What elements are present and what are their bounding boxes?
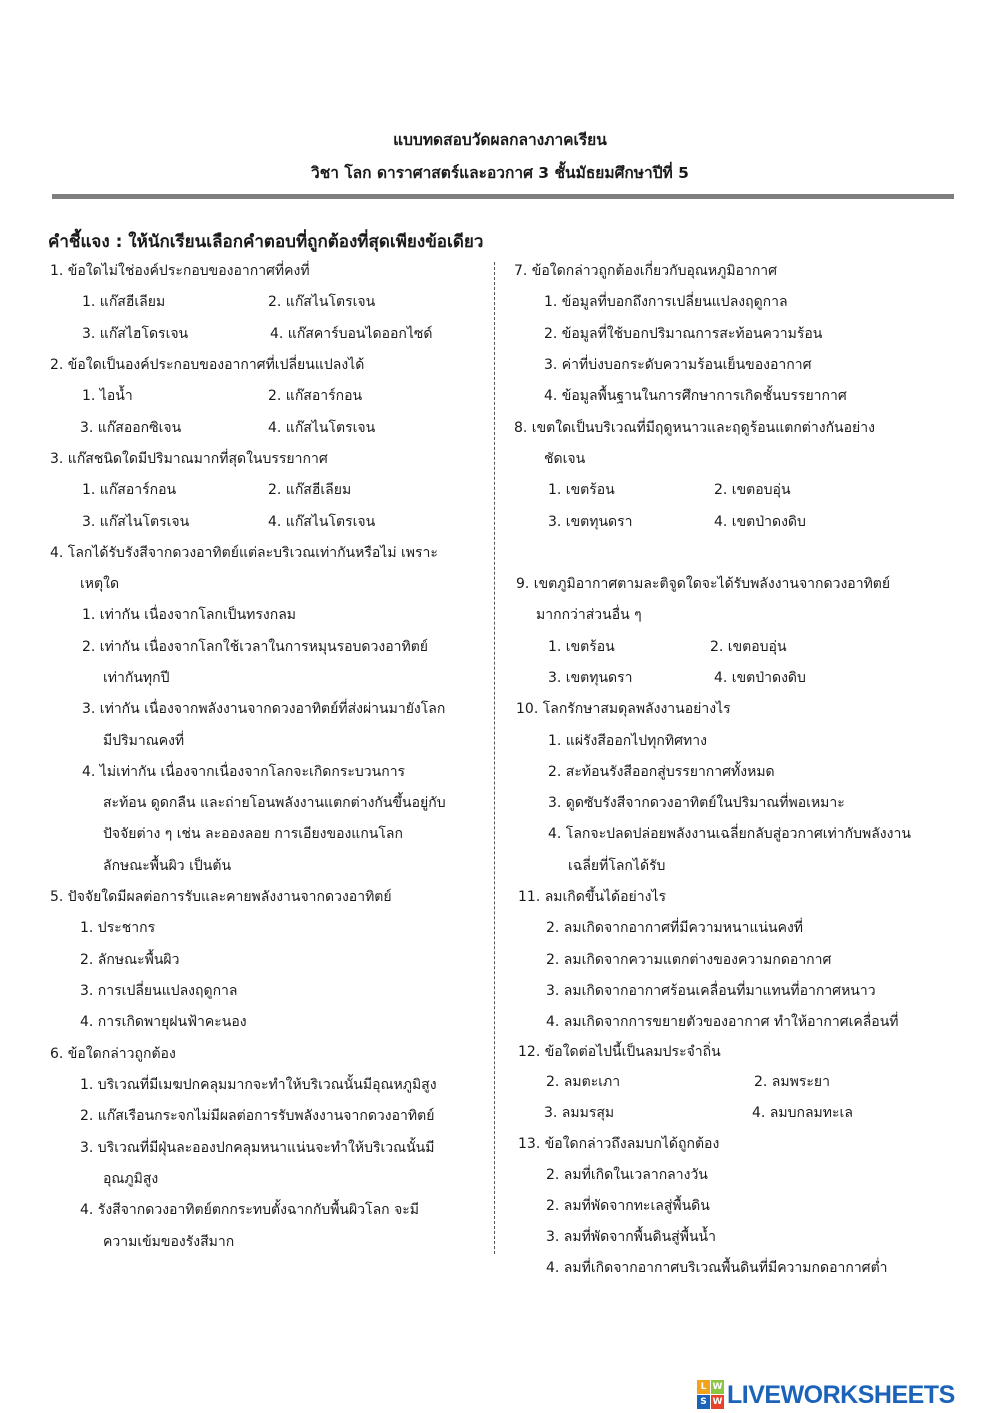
question-6-option-3[interactable]: 3. บริเวณที่มีฝุ่นละอองปกคลุมหนาแน่นจะทำให้บริเวณนั้นมี [80, 1140, 435, 1156]
question-6-option-1[interactable]: 1. บริเวณที่มีเมฆปกคลุมมากจะทำให้บริเวณนั้นมีอุณหภูมิสูง [80, 1077, 437, 1093]
logo-square-icon: S [697, 1395, 710, 1409]
test-title: แบบทดสอบวัดผลกลางภาคเรียน [393, 131, 607, 149]
liveworksheets-logo-icon [697, 1380, 725, 1410]
question-8-option-1[interactable]: 1. เขตร้อน [548, 482, 615, 498]
question-5-option-4[interactable]: 4. การเกิดพายุฝนฟ้าคะนอง [80, 1014, 247, 1030]
question-11-option-4[interactable]: 4. ลมเกิดจากการขยายตัวของอากาศ ทำให้อากาศเคลื่อนที่ [546, 1014, 899, 1030]
question-13-option-4[interactable]: 4. ลมที่เกิดจากอากาศบริเวณพื้นดินที่มีความกดอากาศต่ำ [546, 1260, 888, 1276]
question-9-option-2[interactable]: 2. เขตอบอุ่น [710, 639, 787, 655]
question-1-option-1[interactable]: 1. แก๊สฮีเลียม [82, 294, 166, 310]
question-2-option-3[interactable]: 3. แก๊สออกซิเจน [80, 420, 182, 436]
question-7-option-4[interactable]: 4. ข้อมูลพื้นฐานในการศึกษาการเกิดชั้นบรรยากาศ [544, 388, 847, 404]
liveworksheets-logo [697, 1378, 955, 1412]
question-12-option-2[interactable]: 2. ลมพระยา [754, 1074, 830, 1090]
question-4-option-4-cont: ปัจจัยต่าง ๆ เช่น ละอองลอย การเอียงของแกนโลก [103, 826, 403, 842]
question-8-option-2[interactable]: 2. เขตอบอุ่น [714, 482, 791, 498]
question-11-option-1[interactable]: 2. ลมเกิดจากอากาศที่มีความหนาแน่นคงที่ [546, 920, 804, 936]
question-11-option-3[interactable]: 3. ลมเกิดจากอากาศร้อนเคลื่อนที่มาแทนที่อากาศหนาว [546, 983, 876, 999]
question-12-option-4[interactable]: 4. ลมบกลมทะเล [752, 1105, 853, 1121]
question-12: 12. ข้อใดต่อไปนี้เป็นลมประจำถิ่น [518, 1044, 721, 1060]
question-9-option-4[interactable]: 4. เขตป่าดงดิบ [714, 670, 806, 686]
question-9-option-3[interactable]: 3. เขตทุนดรา [548, 670, 633, 686]
question-2-option-1[interactable]: 1. ไอน้ำ [82, 388, 133, 404]
question-6: 6. ข้อใดกล่าวถูกต้อง [50, 1046, 176, 1062]
question-5-option-2[interactable]: 2. ลักษณะพื้นผิว [80, 952, 180, 968]
question-4-option-4-cont: ลักษณะพื้นผิว เป็นต้น [103, 858, 232, 874]
question-7-option-2[interactable]: 2. ข้อมูลที่ใช้บอกปริมาณการสะท้อนความร้อน [544, 326, 823, 342]
question-10-option-2[interactable]: 2. สะท้อนรังสีออกสู่บรรยากาศทั้งหมด [548, 764, 775, 780]
question-4-option-2[interactable]: 2. เท่ากัน เนื่องจากโลกใช้เวลาในการหมุนรอบดวงอาทิตย์ [82, 639, 429, 655]
question-4-option-3[interactable]: 3. เท่ากัน เนื่องจากพลังงานจากดวงอาทิตย์ที่ส่งผ่านมายังโลก [82, 701, 446, 717]
logo-square-icon: W [712, 1397, 723, 1407]
question-7-option-3[interactable]: 3. ค่าที่บ่งบอกระดับความร้อนเย็นของอากาศ [544, 357, 812, 373]
question-8-cont: ชัดเจน [544, 451, 586, 467]
question-9-option-1[interactable]: 1. เขตร้อน [548, 639, 615, 655]
question-3-option-1[interactable]: 1. แก๊สอาร์กอน [82, 482, 177, 498]
question-4: 4. โลกได้รับรังสีจากดวงอาทิตย์แต่ละบริเวณเท่ากันหรือไม่ เพราะ [50, 545, 438, 561]
question-3-option-3[interactable]: 3. แก๊สไนโตรเจน [82, 514, 190, 530]
question-13-option-2[interactable]: 2. ลมที่พัดจากทะเลสู่พื้นดิน [546, 1198, 710, 1214]
question-8-option-3[interactable]: 3. เขตทุนดรา [548, 514, 633, 530]
question-10-option-3[interactable]: 3. ดูดซับรังสีจากดวงอาทิตย์ในปริมาณที่พอเหมาะ [548, 795, 845, 811]
question-6-option-4[interactable]: 4. รังสีจากดวงอาทิตย์ตกกระทบตั้งฉากกับพื้นผิวโลก จะมี [80, 1202, 420, 1218]
question-6-option-2[interactable]: 2. แก๊สเรือนกระจกไม่มีผลต่อการรับพลังงานจากดวงอาทิตย์ [80, 1108, 435, 1124]
question-5: 5. ปัจจัยใดมีผลต่อการรับและคายพลังงานจากดวงอาทิตย์ [50, 889, 392, 905]
question-4-option-4-cont: สะท้อน ดูดกลืน และถ่ายโอนพลังงานแตกต่างกันขึ้นอยู่กับ [103, 795, 446, 811]
question-3-option-4[interactable]: 4. แก๊สไนโตรเจน [268, 514, 376, 530]
logo-square-icon: L [697, 1380, 710, 1394]
question-11: 11. ลมเกิดขึ้นได้อย่างไร [518, 889, 667, 905]
question-12-option-1[interactable]: 2. ลมตะเภา [546, 1074, 621, 1090]
question-13-option-1[interactable]: 2. ลมที่เกิดในเวลากลางวัน [546, 1167, 708, 1183]
question-8: 8. เขตใดเป็นบริเวณที่มีฤดูหนาวและฤดูร้อนแตกต่างกันอย่าง [514, 420, 875, 436]
question-7-option-1[interactable]: 1. ข้อมูลที่บอกถึงการเปลี่ยนแปลงฤดูกาล [544, 294, 788, 310]
question-3: 3. แก๊สชนิดใดมีปริมาณมากที่สุดในบรรยากาศ [50, 451, 328, 467]
column-divider [494, 262, 495, 1254]
question-1-option-4[interactable]: 4. แก๊สคาร์บอนไดออกไซด์ [270, 326, 433, 342]
question-6-option-4-cont: ความเข้มของรังสีมาก [103, 1234, 235, 1250]
question-10-option-4-cont: เฉลี่ยที่โลกได้รับ [568, 858, 666, 874]
question-10: 10. โลกรักษาสมดุลพลังงานอย่างไร [516, 701, 731, 717]
question-9: 9. เขตภูมิอากาศตามละติจูดใดจะได้รับพลังงานจากดวงอาทิตย์ [516, 576, 891, 592]
question-4-cont: เหตุใด [80, 576, 120, 592]
question-2-option-4[interactable]: 4. แก๊สไนโตรเจน [268, 420, 376, 436]
question-3-option-2[interactable]: 2. แก๊สฮีเลียม [268, 482, 352, 498]
question-8-option-4[interactable]: 4. เขตป่าดงดิบ [714, 514, 806, 530]
subject-title: วิชา โลก ดาราศาสตร์และอวกาศ 3 ชั้นมัธยมศึกษาปีที่ 5 [311, 164, 689, 182]
question-9-cont: มากกว่าส่วนอื่น ๆ [536, 607, 642, 623]
question-5-option-1[interactable]: 1. ประชากร [80, 920, 156, 936]
question-5-option-3[interactable]: 3. การเปลี่ยนแปลงฤดูกาล [80, 983, 238, 999]
question-4-option-3-cont: มีปริมาณคงที่ [103, 733, 185, 749]
question-2: 2. ข้อใดเป็นองค์ประกอบของอากาศที่เปลี่ยนแปลงได้ [50, 357, 365, 373]
question-4-option-2-cont: เท่ากันทุกปี [103, 670, 170, 686]
question-4-option-1[interactable]: 1. เท่ากัน เนื่องจากโลกเป็นทรงกลม [82, 607, 297, 623]
logo-square-icon: W [712, 1382, 723, 1392]
header-divider [52, 194, 954, 199]
question-12-option-3[interactable]: 3. ลมมรสุม [544, 1105, 615, 1121]
question-4-option-4[interactable]: 4. ไม่เท่ากัน เนื่องจากเนื่องจากโลกจะเกิดกระบวนการ [82, 764, 406, 780]
question-13-option-3[interactable]: 3. ลมที่พัดจากพื้นดินสู่พื้นน้ำ [546, 1229, 716, 1245]
question-6-option-3-cont: อุณภูมิสูง [103, 1171, 159, 1187]
question-7: 7. ข้อใดกล่าวถูกต้องเกี่ยวกับอุณหภูมิอากาศ [514, 263, 778, 279]
logo-text: LIVEWORKSHEETS [727, 1380, 955, 1409]
question-1: 1. ข้อใดไม่ใช่องค์ประกอบของอากาศที่คงที่ [50, 263, 310, 279]
question-13: 13. ข้อใดกล่าวถึงลมบกได้ถูกต้อง [518, 1136, 720, 1152]
question-11-option-2[interactable]: 2. ลมเกิดจากความแตกต่างของความกดอากาศ [546, 952, 832, 968]
question-1-option-3[interactable]: 3. แก๊สไฮโดรเจน [82, 326, 189, 342]
question-2-option-2[interactable]: 2. แก๊สอาร์กอน [268, 388, 363, 404]
question-10-option-1[interactable]: 1. แผ่รังสีออกไปทุกทิศทาง [548, 733, 707, 749]
instructions: คำชี้แจง : ให้นักเรียนเลือกคำตอบที่ถูกต้องที่สุดเพียงข้อเดียว [48, 232, 484, 252]
question-1-option-2[interactable]: 2. แก๊สไนโตรเจน [268, 294, 376, 310]
question-10-option-4[interactable]: 4. โลกจะปลดปล่อยพลังงานเฉลี่ยกลับสู่อวกาศเท่ากับพลังงาน [548, 826, 911, 842]
